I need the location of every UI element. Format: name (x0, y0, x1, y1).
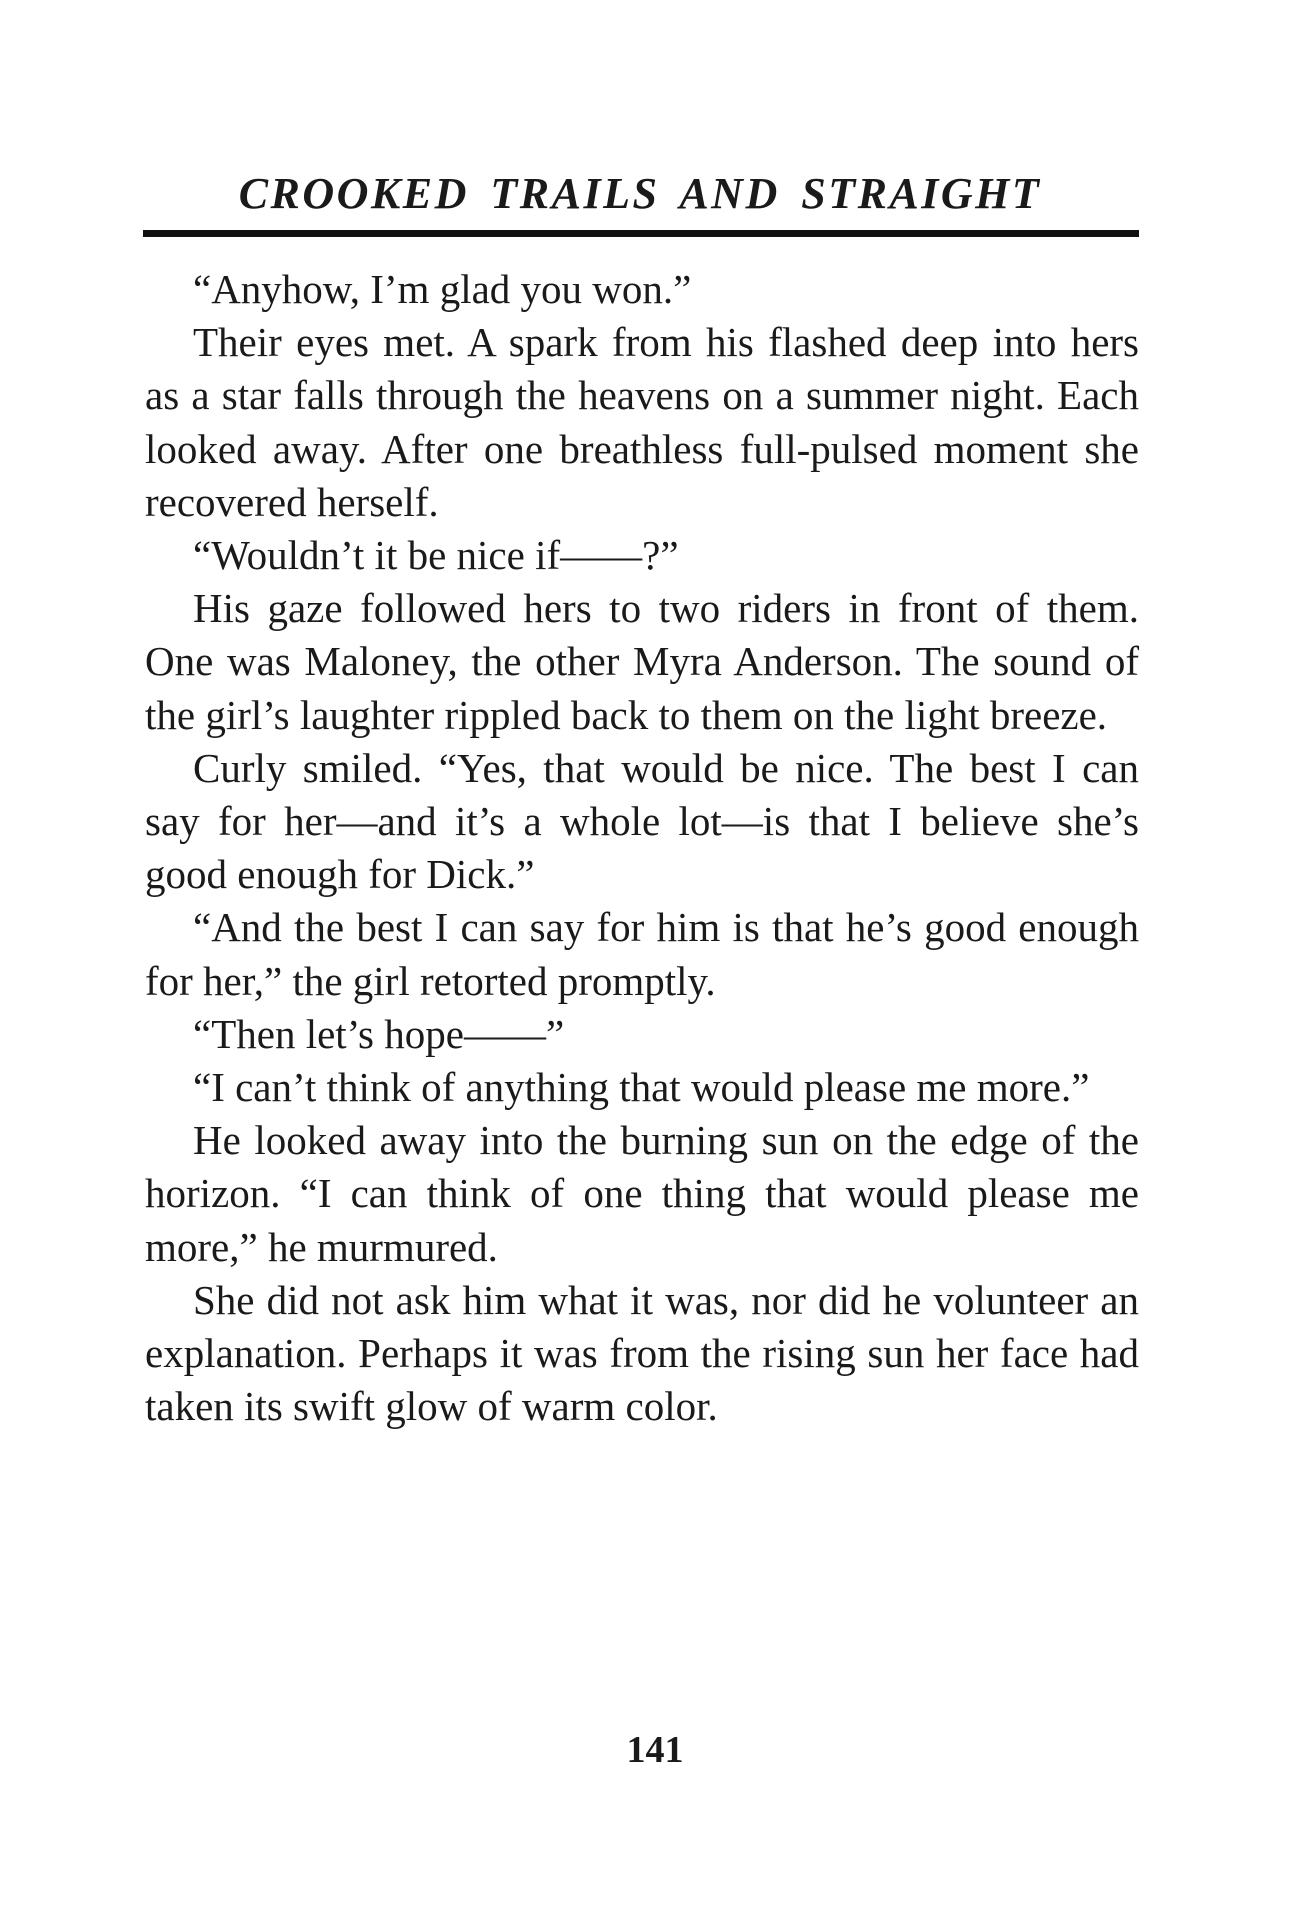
paragraph: “Wouldn’t it be nice if——?” (193, 532, 679, 579)
paragraph: Curly smiled. “Yes, that would be nice. The best I can say for her—and it’s a whole lot—is that I believe she’s good enough for Dick.” (145, 744, 1139, 898)
page-body-text (145, 263, 1139, 1433)
running-head-title: CROOKED TRAILS AND STRAIGHT (238, 169, 1042, 218)
paragraph: “Then let’s hope——” (193, 1010, 565, 1057)
paragraph: Their eyes met. A spark from his flashed deep into hers as a star falls through the heavens on a summer night. Each looked away. After one breathless full-pulsed moment she recovered herself. (145, 319, 1139, 525)
paragraph: He looked away into the burning sun on the edge of the horizon. “I can think of one thing that would please me more,” he murmured. (145, 1117, 1139, 1270)
page-number: 141 (626, 1729, 684, 1771)
paragraph: His gaze followed hers to two riders in front of them. One was Maloney, the other Myra Anderson. The sound of the girl’s laughter rippled back to them on the light breeze. (145, 585, 1139, 738)
paragraph: “I can’t think of anything that would please me more.” (193, 1064, 1090, 1111)
paragraph: “And the best I can say for him is that he’s good enough for her,” the girl retorted promptly. (145, 904, 1139, 1004)
paragraph: She did not ask him what it was, nor did he volunteer an explanation. Perhaps it was from the rising sun her face had taken its swift glow of warm color. (145, 1276, 1139, 1430)
paragraph: “Anyhow, I’m glad you won.” (193, 266, 692, 312)
header-rule (143, 230, 1139, 237)
